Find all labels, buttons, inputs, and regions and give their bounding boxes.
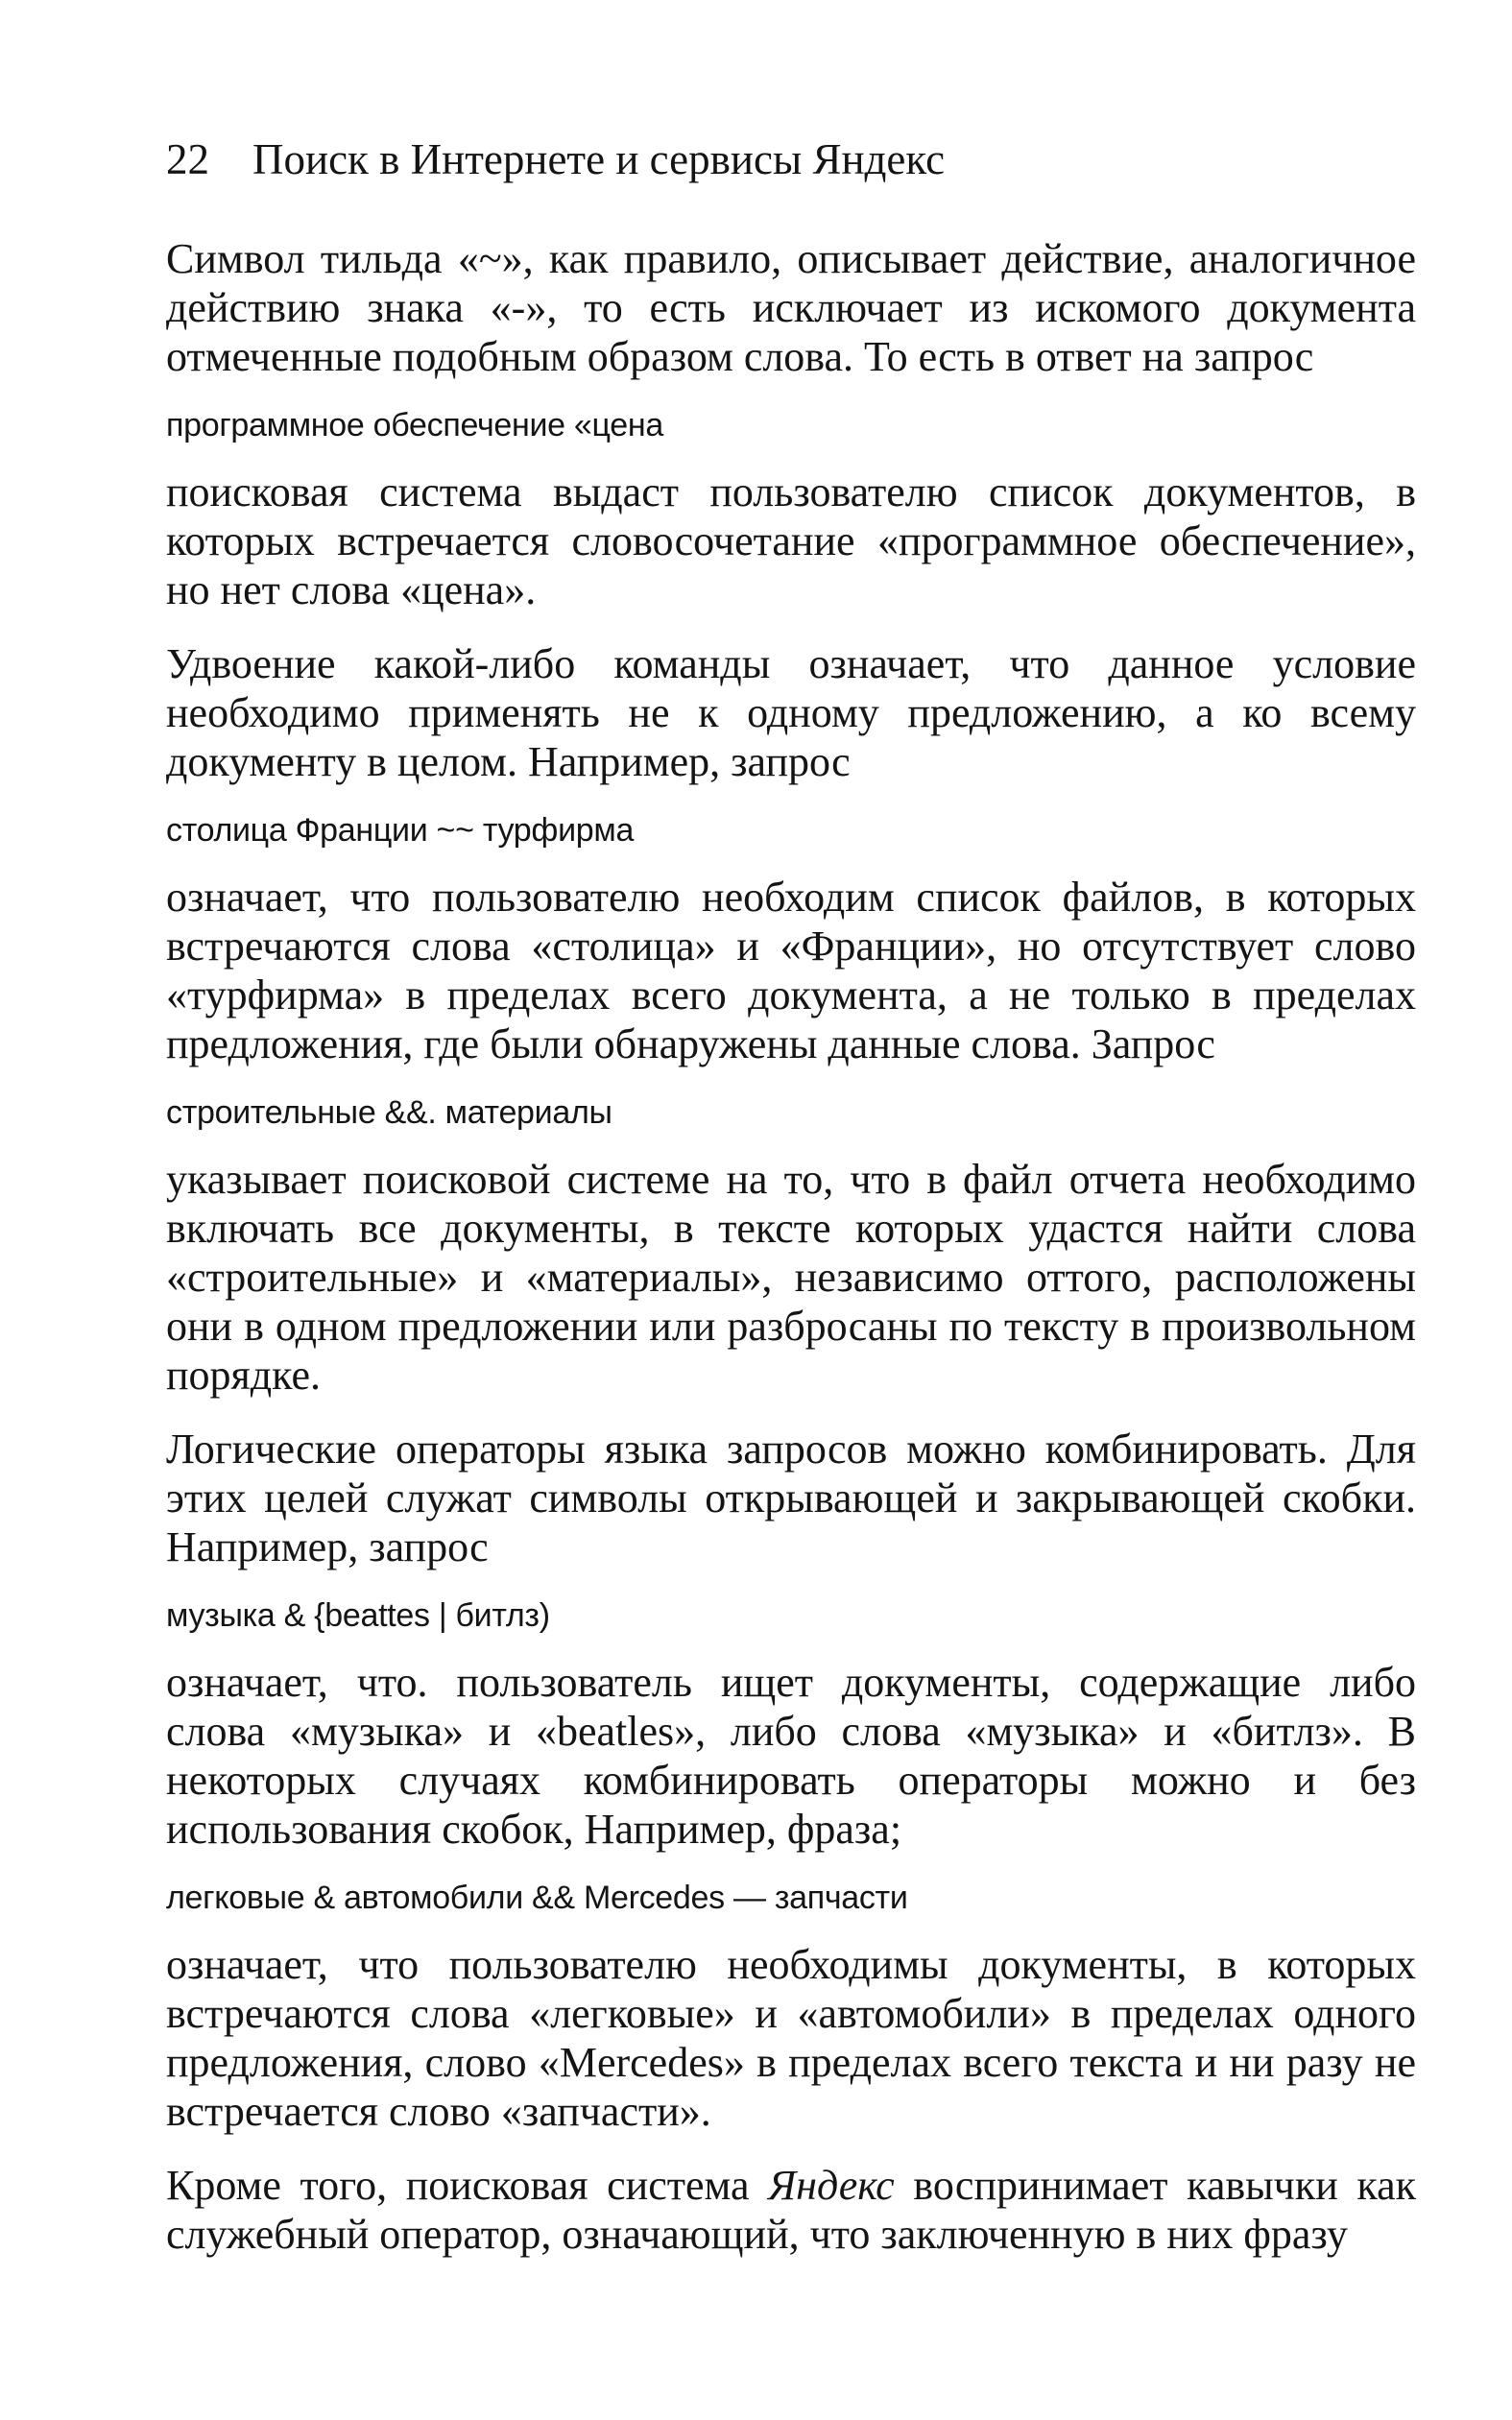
running-head — [166, 134, 1416, 184]
chapter-title: Поиск в Интернете и сервисы Яндекс — [252, 135, 946, 183]
paragraph-result-1: поисковая система выдаст пользователю список документов, в которых встречается словосочетание «программное обеспечение», но нет слова «цена». — [166, 468, 1416, 613]
paragraph-result-2: означает, что пользователю необходим список файлов, в которых встречаются слова «столица» и «Франции», но отсутствует слово «турфирма» в пределах всего документа, а не только в пределах предложения, где были обнаружены данные слова. Запрос — [166, 874, 1416, 1067]
book-page — [166, 134, 1416, 2259]
paragraph-operators: Логические операторы языка запросов можно комбинировать. Для этих целей служат символы открывающей и закрывающей скобки. Например, запрос — [166, 1426, 1416, 1570]
query-example-3: строительные &&. материалы — [166, 1094, 612, 1131]
page-number: 22 — [166, 135, 209, 183]
paragraph-tilde: Символ тильда «~», как правило, описывает действие, аналогичное действию знака «-», то есть исключает из искомого документа отмеченные подобным образом слова. То есть в ответ на запрос — [166, 235, 1416, 380]
paragraph-quotes — [166, 2161, 1416, 2259]
paragraph-result-4: означает, что. пользователь ищет документы, содержащие либо слова «музыка» и «beatles», либо слова «музыка» и «битлз». В некоторых случаях комбинировать операторы можно и без использования скобок, Например, фраза; — [166, 1659, 1416, 1853]
yandex-name: Яндекс — [768, 2162, 895, 2209]
query-example-2: столица Франции ~~ турфирма — [166, 812, 635, 849]
paragraph-quotes-end: воспринимает кавычки как служебный оператор, означающий, что заключенную в них фразу — [166, 2162, 1416, 2258]
query-example-5: легковые & автомобили && Mercedes — запчасти — [166, 1880, 908, 1916]
paragraph-doubling: Удвоение какой-либо команды означает, что данное условие необходимо применять не к одному предложению, а ко всему документу в целом. Например, запрос — [166, 640, 1416, 785]
paragraph-result-5: означает, что пользователю необходимы документы, в которых встречаются слова «легковые» и «автомобили» в пределах одного предложения, слово «Mercedes» в пределах всего текста и ни разу не встречается слово «запчасти». — [166, 1941, 1416, 2135]
query-example-4: музыка & {beattes | битлз) — [166, 1597, 550, 1634]
query-example-1: программное обеспечение «цена — [166, 407, 663, 443]
paragraph-result-3: указывает поисковой системе на то, что в файл отчета необходимо включать все документы, в тексте которых удастся найти слова «строительные» и «материалы», независимо оттого, расположены они в одном предложении или разбросаны по тексту в произвольном порядке. — [166, 1156, 1416, 1399]
paragraph-quotes-start: Кроме того, поисковая система — [166, 2162, 769, 2209]
